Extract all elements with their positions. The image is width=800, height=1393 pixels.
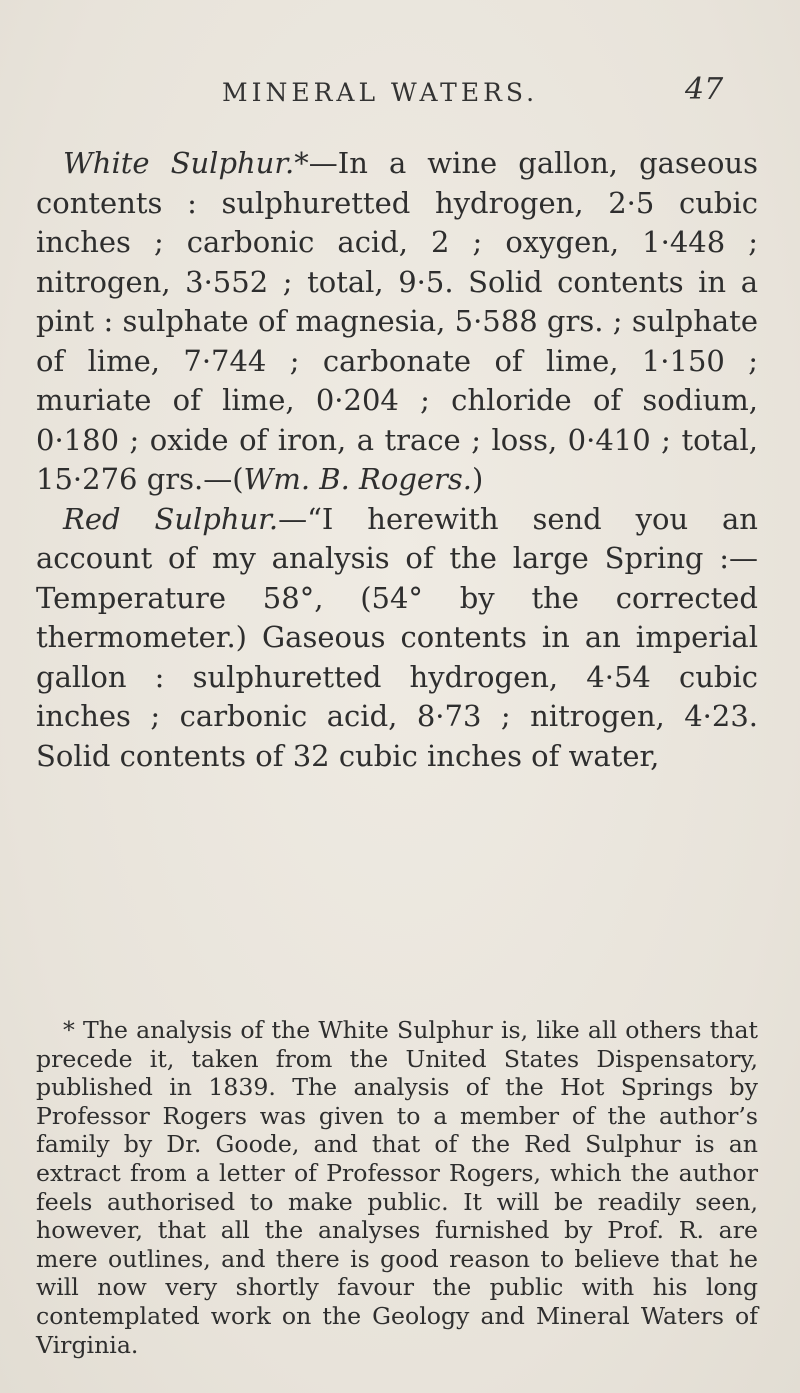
paragraph-lead: White Sulphur.	[63, 146, 295, 180]
footnote: * The analysis of the White Sulphur is, like all others that precede it, taken from the United States Dispensatory, published in 1839. The analysis of the Hot Springs by Professor Rogers was given to a member of the author’s family by Dr. Goode, and that of the Red Sulphur is an extract from a letter of Professor Rogers, which the author feels authorised to make public. It will be readily seen, however, that all the analyses furnished by Prof. R. are mere outlines, and there is good reason to believe that he will now very shortly favour the public with his long contemplated work on the Geology and Mineral Waters of Virginia.	[36, 1016, 758, 1359]
paragraph-white-sulphur	[36, 144, 758, 500]
paragraph-text: *—In a wine gallon, gaseous contents : sulphuretted hydrogen, 2·5 cubic inches ; carbonic acid, 2 ; oxygen, 1·448 ; nitrogen, 3·552 ; total, 9·5. Solid contents in a pint : sulphate of magnesia, 5·588 grs. ; sulphate of lime, 7·744 ; carbonate of lime, 1·150 ; muriate of lime, 0·204 ; chloride of sodium, 0·180 ; oxide of iron, a trace ; loss, 0·410 ; total, 15·276 grs.—(	[36, 146, 758, 496]
running-title: MINERAL WATERS.	[222, 78, 539, 107]
paragraph-tail: )	[472, 462, 484, 496]
body-text	[36, 144, 758, 776]
page-number: 47	[685, 72, 724, 107]
paragraph-lead: Red Sulphur.	[63, 501, 279, 536]
attribution: Wm. B. Rogers.	[243, 462, 473, 496]
paragraph-red-sulphur	[36, 500, 758, 777]
paragraph-text: —“I herewith send you an account of my analysis of the large Spring :—Temperature 58°, (54° by the corrected thermometer.) Gaseous contents in an imperial gallon : sulphuretted hydrogen, 4·54 cubic inches ; carbonic acid, 8·73 ; nitrogen, 4·23. Solid contents of 32 cubic inches of water,	[36, 501, 758, 773]
page-header	[0, 72, 800, 118]
